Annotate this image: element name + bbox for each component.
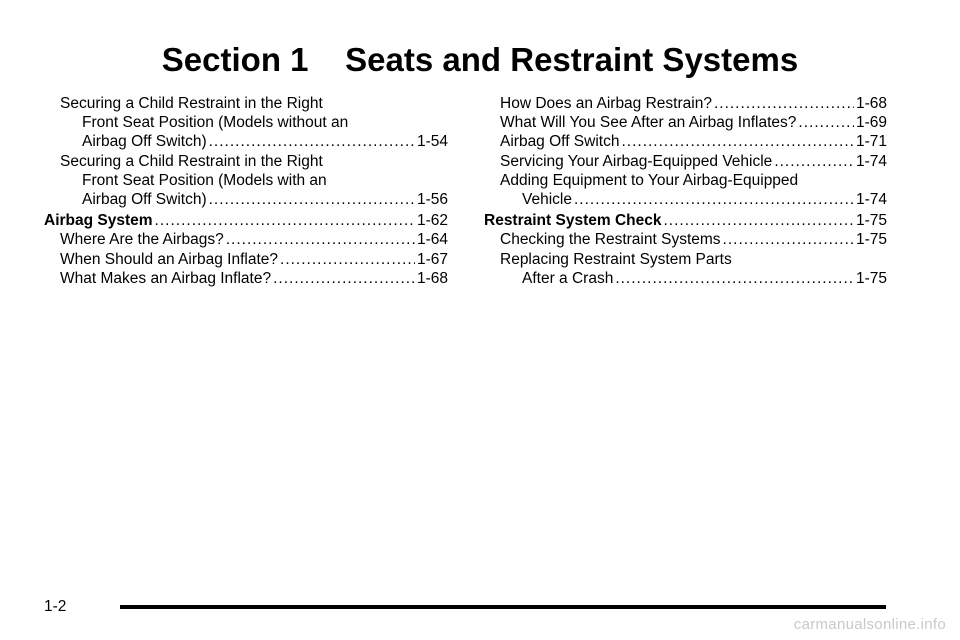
- toc-page-number: 1-71: [855, 133, 887, 151]
- toc-entry[interactable]: [44, 269, 448, 288]
- toc-entry-row: [60, 230, 448, 249]
- toc-entry-row: [44, 211, 448, 230]
- dot-leader: [226, 230, 415, 249]
- toc-entry-label: Servicing Your Airbag-Equipped Vehicle: [500, 152, 773, 170]
- dot-leader: [714, 94, 854, 113]
- toc-page-number: 1-74: [855, 152, 887, 170]
- footer-rule: [120, 605, 886, 609]
- toc-entry-line: Replacing Restraint System Parts: [500, 250, 732, 268]
- toc-page-number: 1-75: [855, 269, 887, 287]
- toc-entry[interactable]: [484, 113, 887, 132]
- dot-leader: [209, 190, 415, 209]
- toc-entry[interactable]: [44, 94, 448, 152]
- toc-entry-label: Where Are the Airbags?: [60, 231, 224, 249]
- toc-entry[interactable]: [484, 132, 887, 151]
- toc-page-number: 1-56: [416, 191, 448, 209]
- toc-entry[interactable]: [44, 230, 448, 249]
- toc-entry-row: [60, 269, 448, 288]
- toc-entry[interactable]: [484, 230, 887, 249]
- toc-entry-label: Restraint System Check: [484, 212, 662, 230]
- toc-entry-label: Airbag Off Switch: [500, 133, 620, 151]
- toc-entry-label: How Does an Airbag Restrain?: [500, 95, 712, 112]
- toc-entry-row: [60, 132, 448, 151]
- toc-entry[interactable]: [484, 152, 887, 171]
- toc-page-number: 1-64: [416, 231, 448, 249]
- toc-entry-label: Airbag Off Switch): [82, 133, 207, 151]
- toc-entry-row: [500, 230, 887, 249]
- toc-page-number: 1-67: [416, 250, 448, 268]
- toc-entry[interactable]: [44, 152, 448, 210]
- dot-leader: [798, 113, 854, 132]
- toc-entry-row: [500, 113, 887, 132]
- toc-entry-row: [500, 269, 887, 288]
- toc-entry[interactable]: [484, 250, 887, 288]
- toc-page-number: 1-75: [855, 212, 887, 230]
- dot-leader: [774, 152, 854, 171]
- toc-entry-label: What Makes an Airbag Inflate?: [60, 269, 272, 287]
- toc-page-number: 1-54: [416, 133, 448, 151]
- toc-entry[interactable]: [484, 94, 887, 113]
- toc-entry-row: [484, 211, 887, 230]
- toc-right-column: [484, 94, 887, 288]
- dot-leader: [621, 132, 854, 151]
- toc-page-number: 1-68: [855, 95, 887, 112]
- toc-entry-label: Vehicle: [522, 191, 572, 209]
- dot-leader: [723, 230, 854, 249]
- toc-page-number: 1-62: [416, 212, 448, 230]
- toc-entry-label: When Should an Airbag Inflate?: [60, 250, 279, 268]
- toc-entry-line: Front Seat Position (Models with an: [82, 171, 327, 189]
- toc-entry[interactable]: [484, 171, 887, 209]
- dot-leader: [615, 269, 854, 288]
- toc-entry-line: Adding Equipment to Your Airbag-Equipped: [500, 171, 799, 189]
- toc-entry-row: [500, 94, 887, 113]
- toc-page-number: 1-74: [855, 191, 887, 209]
- toc-entry-line: Securing a Child Restraint in the Right: [60, 152, 323, 170]
- toc-entry-label: What Will You See After an Airbag Inflates?: [500, 114, 797, 132]
- toc-entry-row: [500, 190, 887, 209]
- toc-entry-line: Securing a Child Restraint in the Right: [60, 95, 323, 112]
- page-title: Section 1 Seats and Restraint Systems: [161, 41, 799, 78]
- toc-entry-row: [500, 132, 887, 151]
- toc-section-heading[interactable]: [44, 211, 448, 230]
- toc-entry-label: Checking the Restraint Systems: [500, 231, 721, 249]
- toc-entry-label: Airbag System: [44, 212, 153, 230]
- toc-left-column: [44, 94, 448, 288]
- watermark-text: carmanualsonline.info: [793, 616, 946, 633]
- toc-entry-label: Airbag Off Switch): [82, 191, 207, 209]
- dot-leader: [574, 190, 854, 209]
- dot-leader: [280, 250, 415, 269]
- toc-entry-row: [60, 190, 448, 209]
- toc-page-number: 1-75: [855, 231, 887, 249]
- toc-entry-row: [500, 152, 887, 171]
- toc-page-number: 1-69: [855, 114, 887, 132]
- footer-page-number: 1-2: [44, 598, 67, 615]
- dot-leader: [273, 269, 415, 288]
- dot-leader: [663, 211, 854, 230]
- toc-entry-row: [60, 250, 448, 269]
- dot-leader: [209, 132, 415, 151]
- toc-entry-line: Front Seat Position (Models without an: [82, 114, 349, 132]
- dot-leader: [155, 211, 415, 230]
- toc-entry-label: After a Crash: [522, 269, 614, 287]
- toc-page-number: 1-68: [416, 269, 448, 287]
- toc-section-heading[interactable]: [484, 211, 887, 230]
- toc-entry[interactable]: [44, 250, 448, 269]
